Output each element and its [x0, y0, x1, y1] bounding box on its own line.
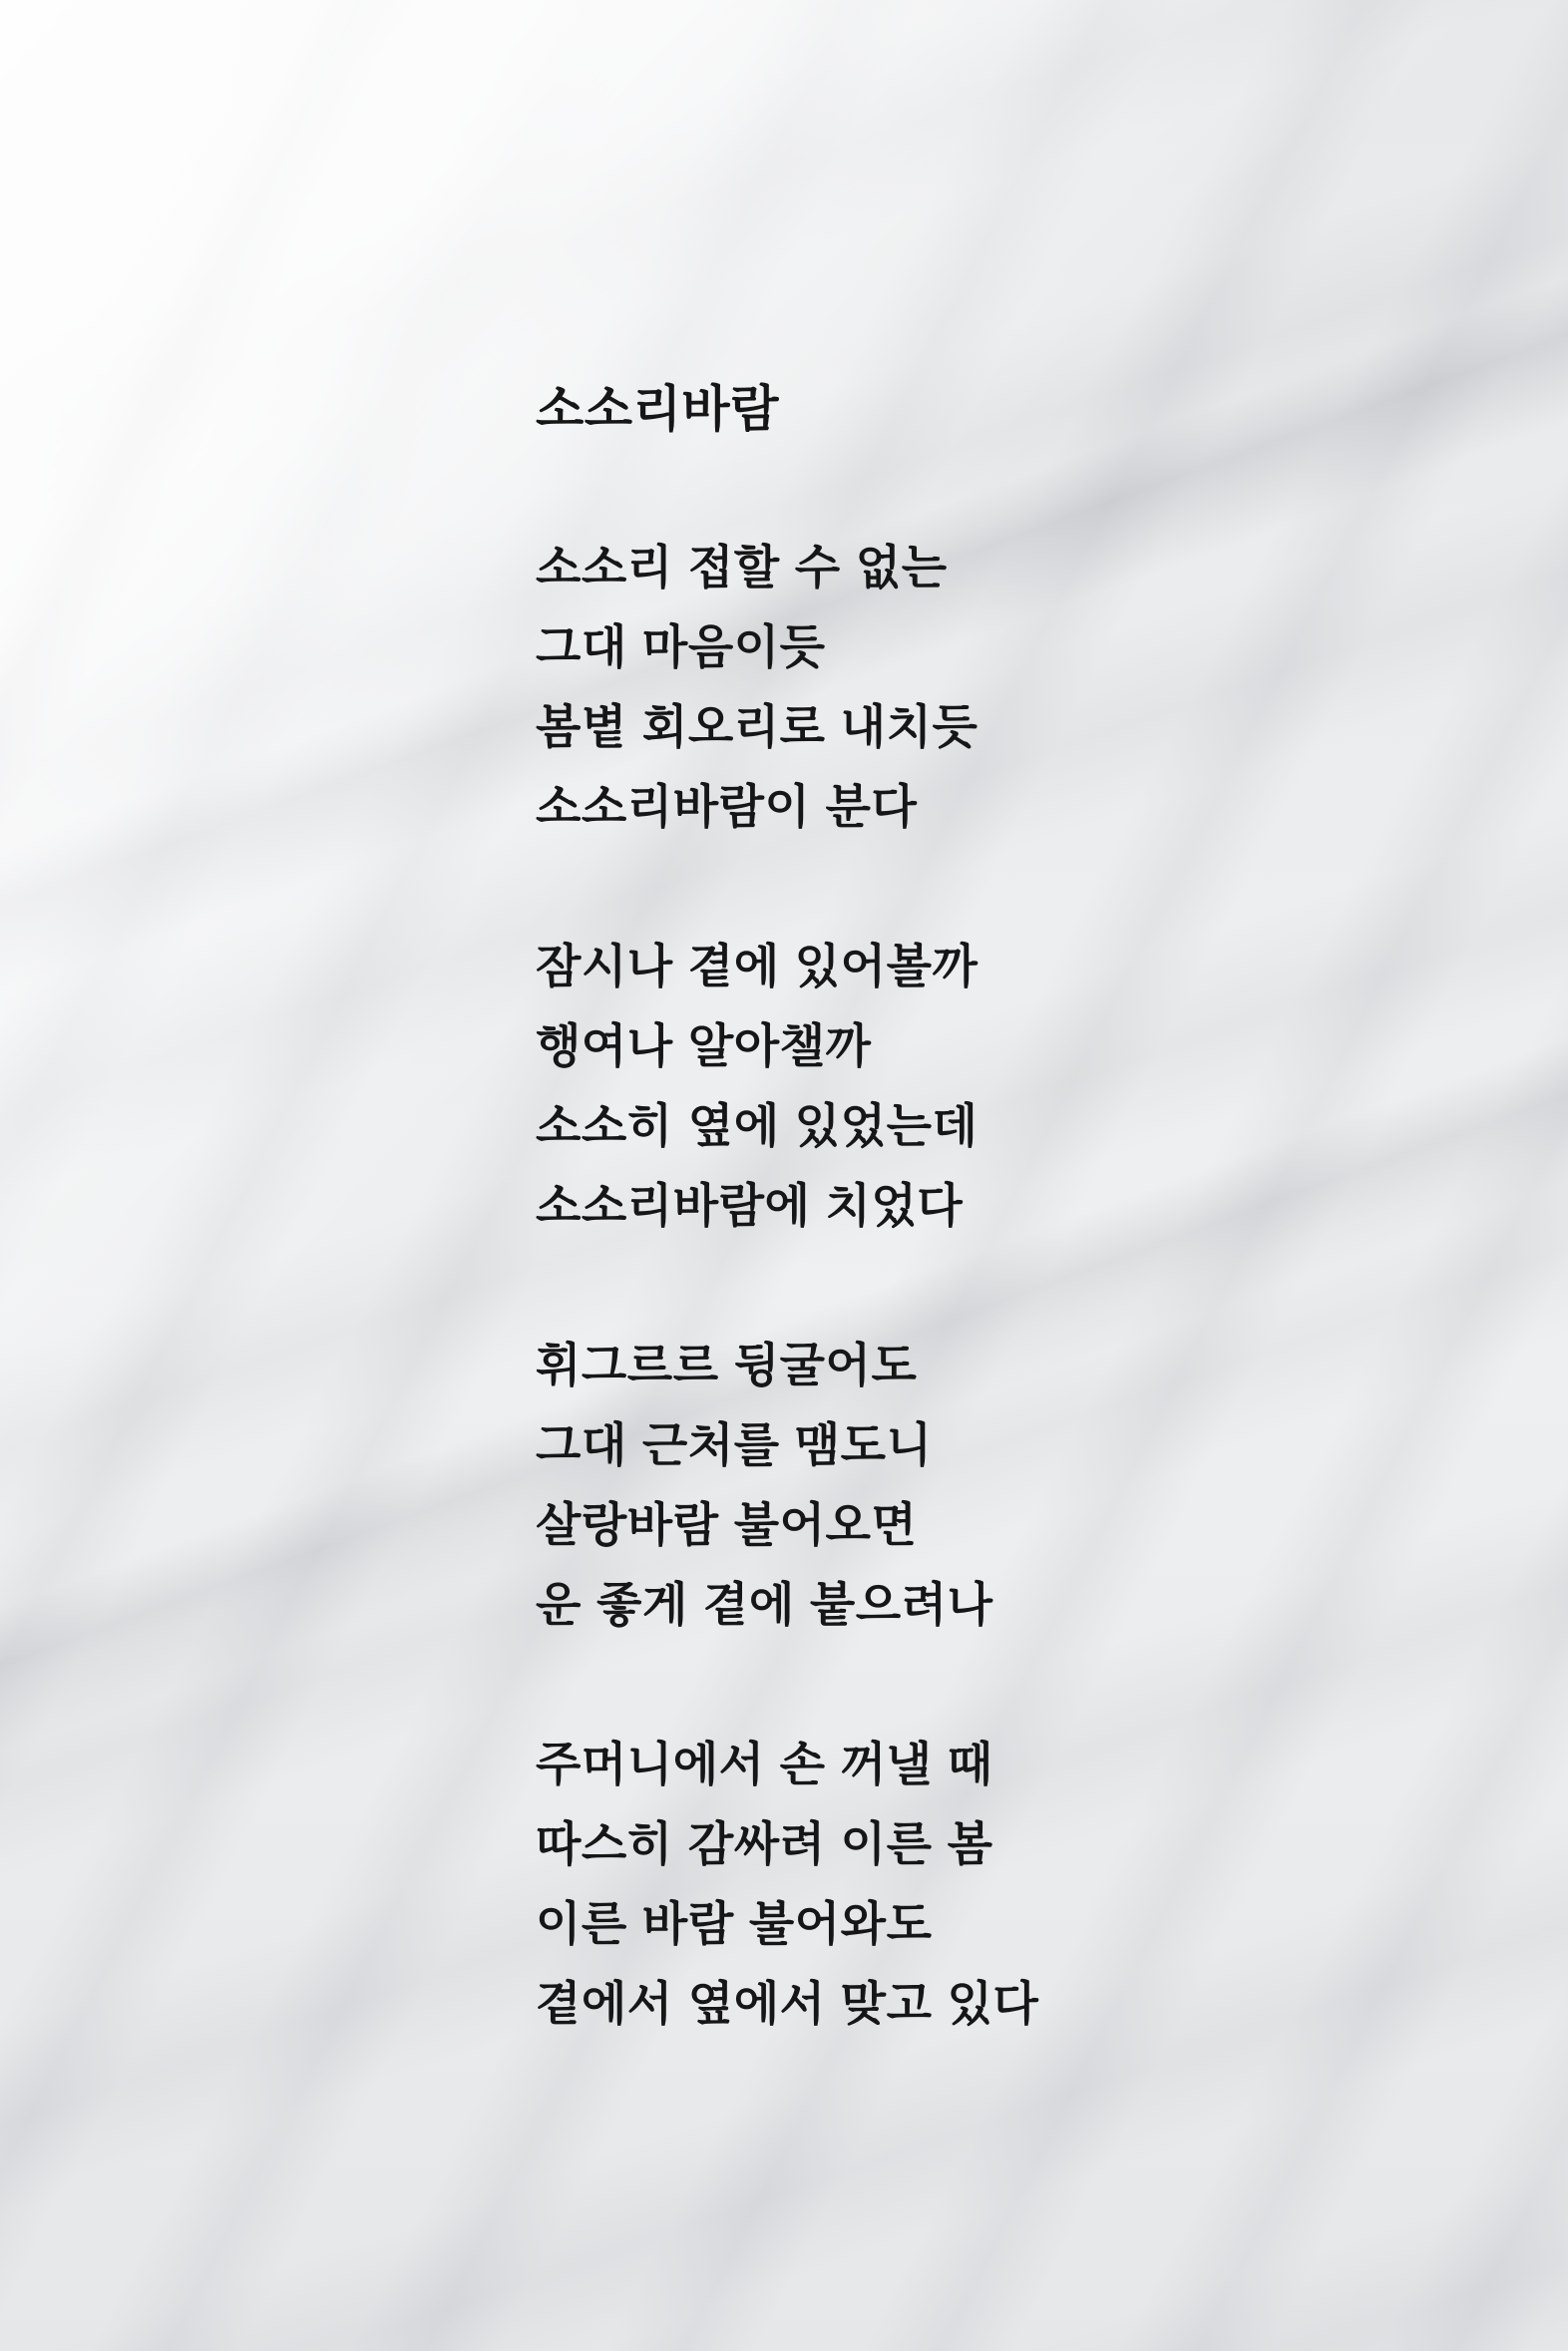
poem-line: 행여나 알아챌까 [536, 1021, 872, 1073]
poem-line: 주머니에서 손 꺼낼 때 [536, 1740, 993, 1791]
poem-line: 휘그르르 뒹굴어도 [536, 1341, 918, 1392]
poem-stanza-4 [536, 1726, 1038, 2045]
poem-title: 소소리바람 [536, 381, 779, 437]
poem-line: 소소리바람에 치었다 [536, 1181, 964, 1233]
poem-stanza-1 [536, 529, 1038, 848]
poem-line: 운 좋게 곁에 붙으려나 [536, 1580, 993, 1632]
poem-line: 살랑바람 불어오면 [536, 1500, 918, 1552]
poem-stanza-3 [536, 1327, 1038, 1646]
poem-line: 곁에서 옆에서 맞고 있다 [536, 1979, 1039, 2031]
poem-line: 이른 바람 불어와도 [536, 1899, 933, 1951]
poem-line: 봄볕 회오리로 내치듯 [536, 702, 979, 754]
poem-line: 그대 근처를 맴도니 [536, 1420, 933, 1472]
poem-stanza-2 [536, 928, 1038, 1247]
poem-line: 따스히 감싸려 이른 봄 [536, 1819, 993, 1871]
poem-line: 소소리 접할 수 없는 [536, 543, 948, 594]
poem-page [536, 369, 1038, 2125]
poem-line: 그대 마음이듯 [536, 622, 826, 674]
poem-line: 소소리바람이 분다 [536, 782, 918, 834]
poem-line: 소소히 옆에 있었는데 [536, 1101, 979, 1153]
poem-line: 잠시나 곁에 있어볼까 [536, 942, 979, 993]
